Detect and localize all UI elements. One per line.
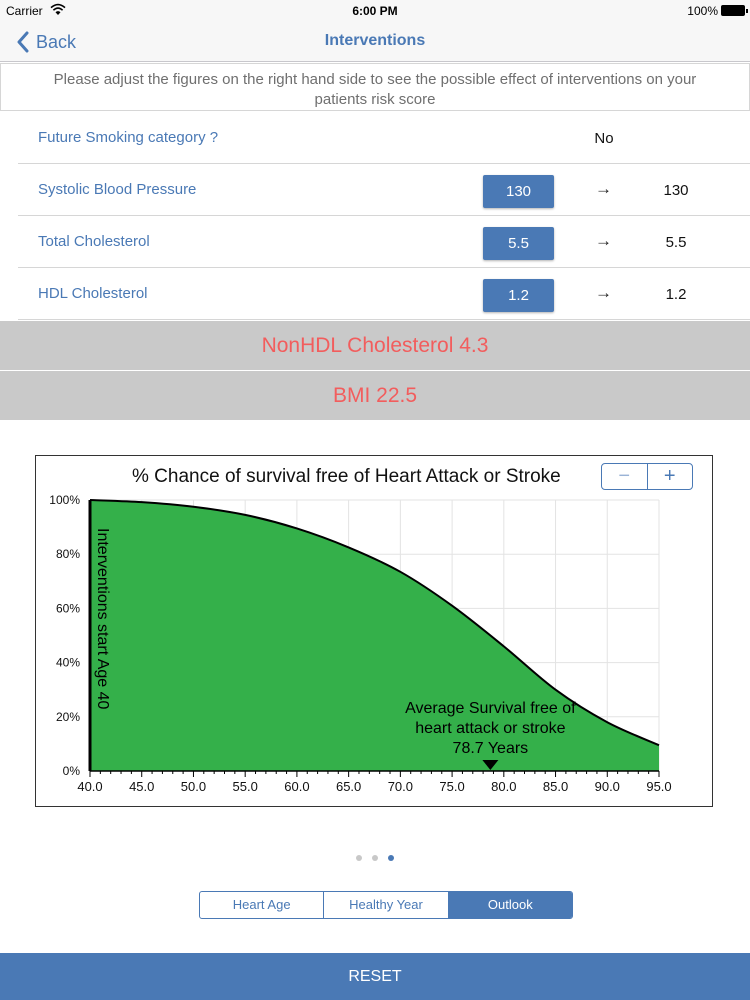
bmi-bar: BMI 22.5 — [0, 371, 750, 420]
x-tick-label: 75.0 — [439, 779, 465, 794]
battery-percent: 100% — [687, 4, 718, 18]
x-tick-label: 55.0 — [232, 779, 258, 794]
average-survival-annotation: heart attack or stroke — [415, 720, 566, 737]
navigation-bar — [0, 22, 750, 62]
survival-area — [90, 500, 659, 771]
view-segmented-control — [199, 891, 573, 919]
battery-icon — [721, 5, 745, 16]
zoom-in-button[interactable]: + — [647, 464, 693, 489]
nonhdl-cholesterol-bar: NonHDL Cholesterol 4.3 — [0, 321, 750, 370]
survival-chart — [35, 455, 713, 807]
arrow-right-icon: → — [595, 283, 612, 302]
systolic-label: Systolic Blood Pressure — [38, 181, 197, 198]
instruction-text: Please adjust the figures on the right hand side to see the possible effect of interventions on your patients risk score — [0, 63, 750, 111]
zoom-control — [601, 463, 693, 490]
smoking-value[interactable]: No — [594, 130, 614, 147]
x-tick-label: 90.0 — [594, 779, 620, 794]
y-tick-label: 100% — [49, 493, 80, 507]
arrow-right-icon: → — [595, 179, 612, 198]
chevron-left-icon — [16, 31, 30, 53]
x-tick-label: 95.0 — [646, 779, 672, 794]
segment-heart-age[interactable]: Heart Age — [232, 897, 291, 912]
x-tick-label: 45.0 — [129, 779, 155, 794]
back-label: Back — [36, 31, 77, 52]
x-tick-label: 60.0 — [284, 779, 310, 794]
back-button[interactable] — [16, 26, 76, 58]
total-cholesterol-result: 5.5 — [665, 234, 687, 251]
y-tick-label: 20% — [55, 709, 80, 724]
total-cholesterol-row — [18, 216, 750, 268]
average-survival-annotation: 78.7 Years — [452, 740, 529, 757]
systolic-result: 130 — [663, 182, 689, 199]
total-cholesterol-label: Total Cholesterol — [38, 233, 150, 250]
x-tick-label: 50.0 — [180, 779, 207, 794]
y-tick-label: 80% — [55, 547, 80, 562]
x-tick-label: 40.0 — [77, 779, 103, 794]
total-cholesterol-value-button[interactable]: 5.5 — [483, 227, 554, 260]
page-dot[interactable] — [372, 855, 378, 861]
arrow-right-icon: → — [595, 231, 612, 250]
page-title: Interventions — [324, 32, 426, 49]
carrier-label: Carrier — [6, 4, 43, 18]
systolic-row — [18, 164, 750, 216]
interventions-start-annotation: Interventions start Age 40 — [94, 528, 111, 710]
chart-title: % Chance of survival free of Heart Attack or Stroke — [132, 466, 561, 487]
x-tick-label: 70.0 — [387, 779, 414, 794]
y-tick-label: 40% — [55, 655, 80, 670]
hdl-cholesterol-row — [18, 268, 750, 320]
page-indicator — [0, 855, 750, 861]
zoom-out-button[interactable]: − — [618, 465, 631, 487]
segment-outlook[interactable]: Outlook — [448, 892, 572, 918]
smoking-row[interactable] — [18, 112, 750, 164]
segment-healthy-year[interactable]: Healthy Year — [323, 892, 447, 918]
y-tick-label: 0% — [62, 764, 80, 778]
x-tick-label: 65.0 — [335, 779, 362, 794]
x-tick-label: 80.0 — [491, 779, 517, 794]
smoking-label: Future Smoking category ? — [38, 129, 219, 146]
hdl-cholesterol-label: HDL Cholesterol — [38, 285, 148, 302]
systolic-value-button[interactable]: 130 — [483, 175, 554, 208]
hdl-cholesterol-value-button[interactable]: 1.2 — [483, 279, 554, 312]
y-tick-label: 60% — [55, 601, 80, 616]
reset-button[interactable]: RESET — [0, 953, 750, 1000]
x-tick-label: 85.0 — [542, 779, 569, 794]
chart-canvas — [36, 456, 714, 808]
average-survival-annotation: Average Survival free of — [405, 700, 576, 717]
clock: 6:00 PM — [352, 4, 398, 18]
page-dot[interactable] — [356, 855, 362, 861]
hdl-cholesterol-result: 1.2 — [665, 286, 687, 303]
status-bar — [0, 0, 750, 22]
page-dot[interactable] — [388, 855, 394, 861]
